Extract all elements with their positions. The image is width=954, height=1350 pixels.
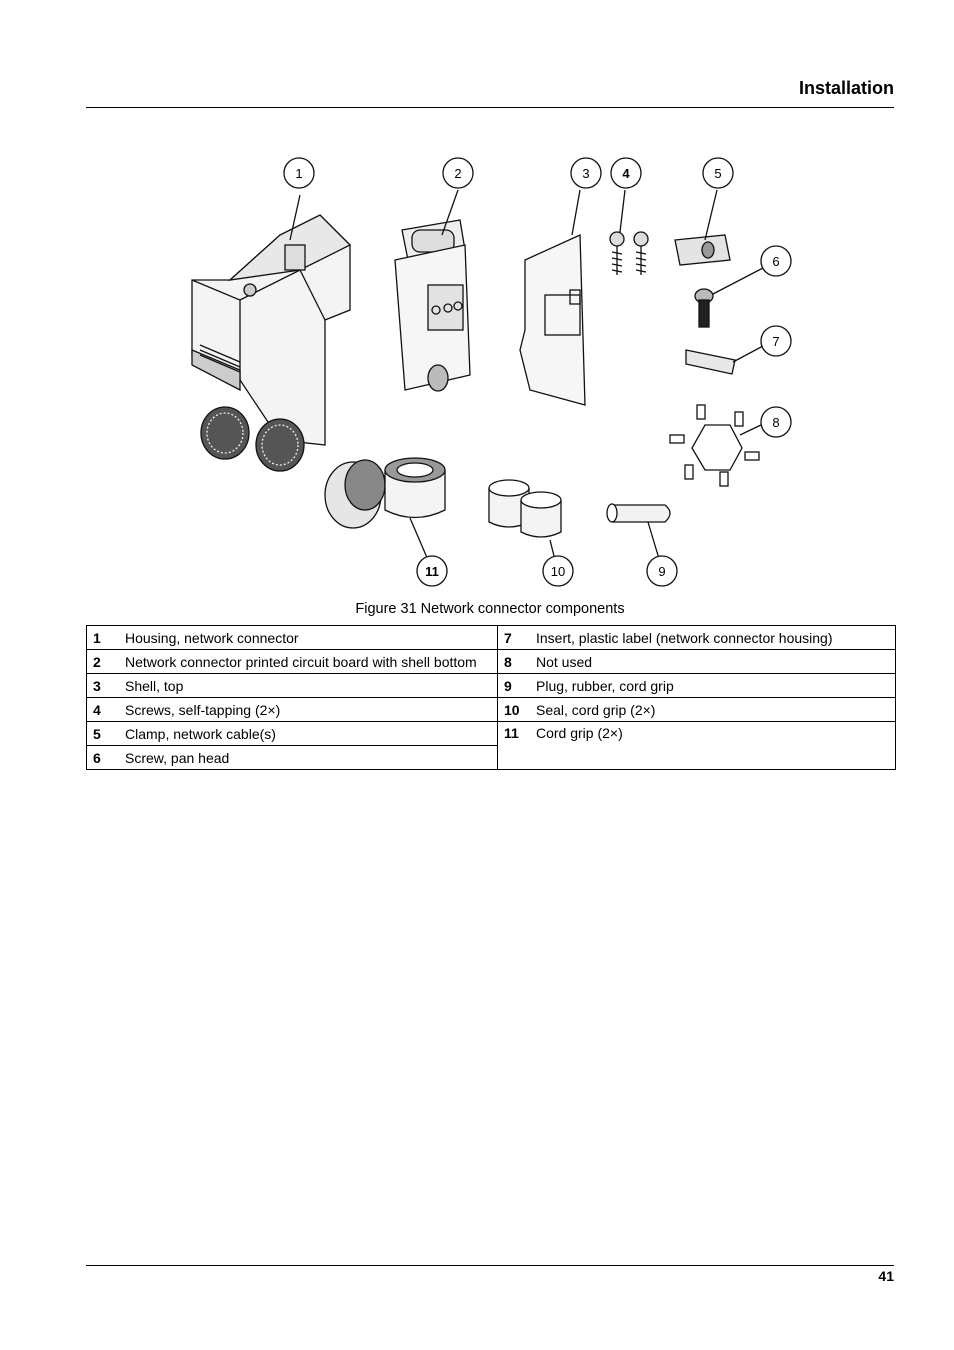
- item-number: 2: [87, 650, 120, 674]
- callout-label: 2: [454, 166, 462, 181]
- cord-grip-drawing: [325, 458, 445, 560]
- callout-label: 1: [295, 166, 303, 181]
- item-description: Insert, plastic label (network connector housing): [530, 626, 896, 650]
- callout-label: 6: [772, 254, 780, 269]
- section-title: Installation: [798, 78, 894, 98]
- item-description: Clamp, network cable(s): [119, 722, 498, 746]
- callout-label: 10: [550, 564, 566, 579]
- item-number: 7: [498, 626, 531, 650]
- item-number: 9: [498, 674, 531, 698]
- legend-table: [86, 625, 896, 770]
- callout-label: 5: [714, 166, 722, 181]
- pcb-drawing: [395, 190, 470, 391]
- hex-gasket-drawing: [670, 405, 763, 486]
- callout-label: 4: [622, 166, 630, 181]
- item-number: 8: [498, 650, 531, 674]
- housing-drawing: [192, 195, 350, 471]
- network-connector-illustration: [180, 150, 820, 595]
- callout-label: 3: [582, 166, 590, 181]
- callout-label: 8: [772, 415, 780, 430]
- item-description: Screws, self-tapping (2×): [119, 698, 498, 722]
- page-number: 41: [878, 1268, 894, 1284]
- item-number: 10: [498, 698, 531, 722]
- callout-label: 9: [658, 564, 666, 579]
- callout-label: 7: [772, 334, 780, 349]
- screws-drawing: [610, 190, 648, 275]
- item-description: Not used: [530, 650, 896, 674]
- rubber-plug-drawing: [607, 504, 670, 562]
- clamp-drawing: [675, 190, 730, 265]
- header-divider: [86, 107, 894, 108]
- table-row: [87, 722, 896, 746]
- item-description: Shell, top: [119, 674, 498, 698]
- table-row: [87, 674, 896, 698]
- item-number: 1: [87, 626, 120, 650]
- footer-divider: [86, 1265, 894, 1266]
- item-description: Screw, pan head: [119, 746, 498, 770]
- table-row: [87, 698, 896, 722]
- shell-top-drawing: [520, 190, 585, 405]
- table-row: [87, 650, 896, 674]
- item-number: 3: [87, 674, 120, 698]
- item-number: 5: [87, 722, 120, 746]
- seal-drawing: [489, 480, 561, 560]
- item-number: 4: [87, 698, 120, 722]
- callout-label: 11: [425, 564, 439, 579]
- exploded-view-figure: [180, 150, 820, 595]
- item-number: 11: [498, 722, 531, 770]
- item-number: 6: [87, 746, 120, 770]
- item-description: Cord grip (2×): [530, 722, 896, 770]
- pan-screw-drawing: [695, 268, 763, 327]
- figure-caption: Figure 31 Network connector components: [355, 601, 625, 617]
- label-insert-drawing: [686, 346, 763, 374]
- item-description: Plug, rubber, cord grip: [530, 674, 896, 698]
- table-row: [87, 626, 896, 650]
- item-description: Seal, cord grip (2×): [530, 698, 896, 722]
- item-description: Housing, network connector: [119, 626, 498, 650]
- item-description: Network connector printed circuit board with shell bottom: [119, 650, 498, 674]
